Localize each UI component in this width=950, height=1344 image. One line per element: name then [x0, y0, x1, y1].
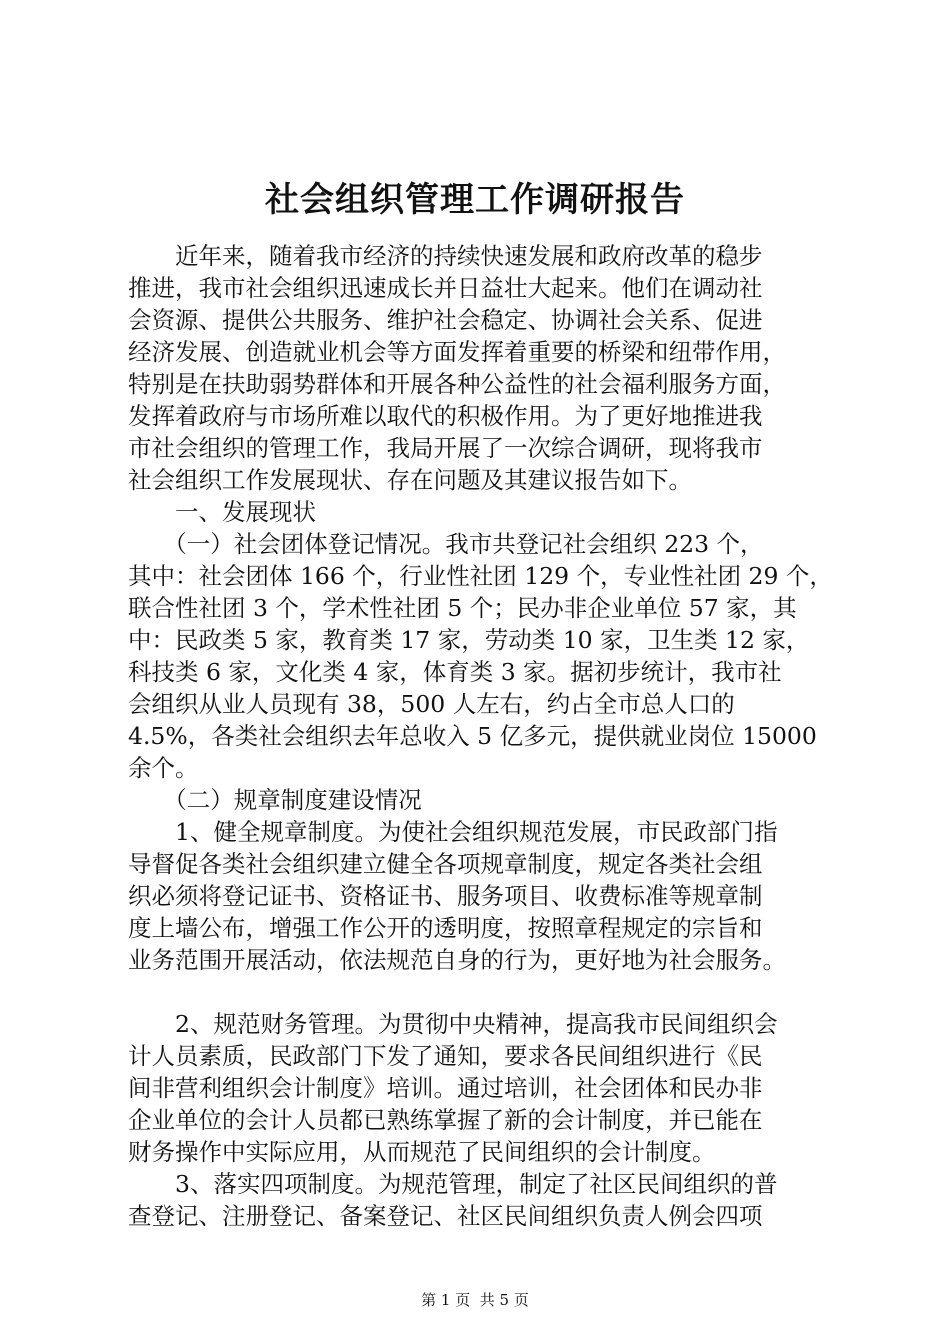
body-line: 会资源、提供公共服务、维护社会稳定、协调社会关系、促进 [128, 306, 763, 334]
body-line: 3、落实四项制度。为规范管理，制定了社区民间组织的普 [128, 1170, 778, 1198]
body-line: 科技类 6 家，文化类 4 家，体育类 3 家。据初步统计，我市社 [128, 658, 782, 686]
body-line: 其中：社会团体 166 个，行业性社团 129 个，专业性社团 29 个， [128, 562, 833, 590]
body-line: 企业单位的会计人员都已熟练掌握了新的会计制度，并已能在 [128, 1106, 763, 1134]
body-line: 社会组织工作发展现状、存在问题及其建议报告如下。 [128, 466, 692, 494]
subsection-heading: （二）规章制度建设情况 [128, 786, 422, 814]
body-line: 余个。 [128, 754, 199, 782]
body-line: 计人员素质，民政部门下发了通知，要求各民间组织进行《民 [128, 1042, 763, 1070]
section-heading: 一、发展现状 [128, 498, 316, 526]
body-line: （一）社会团体登记情况。我市共登记社会组织 223 个， [128, 530, 764, 558]
body-line: 导督促各类社会组织建立健全各项规章制度，规定各类社会组 [128, 850, 763, 878]
body-line: 经济发展、创造就业机会等方面发挥着重要的桥梁和纽带作用， [128, 338, 786, 366]
body-line: 财务操作中实际应用，从而规范了民间组织的会计制度。 [128, 1138, 716, 1166]
body-line: 近年来，随着我市经济的持续快速发展和政府改革的稳步 [128, 242, 763, 270]
body-line: 发挥着政府与市场所难以取代的积极作用。为了更好地推进我 [128, 402, 763, 430]
body-line: 1、健全规章制度。为使社会组织规范发展，市民政部门指 [128, 818, 778, 846]
page-footer: 第 1 页 共 5 页 [421, 1291, 529, 1309]
body-line: 度上墙公布，增强工作公开的透明度，按照章程规定的宗旨和 [128, 914, 763, 942]
body-line: 2、规范财务管理。为贯彻中央精神，提高我市民间组织会 [128, 1010, 778, 1038]
body-line: 业务范围开展活动，依法规范自身的行为，更好地为社会服务。 [128, 946, 786, 974]
body-line: 特别是在扶助弱势群体和开展各种公益性的社会福利服务方面， [128, 370, 786, 398]
body-line: 织必须将登记证书、资格证书、服务项目、收费标准等规章制 [128, 882, 763, 910]
document-title: 社会组织管理工作调研报告 [265, 180, 685, 220]
body-line: 联合性社团 3 个，学术性社团 5 个；民办非企业单位 57 家，其 [128, 594, 797, 622]
body-line: 市社会组织的管理工作，我局开展了一次综合调研，现将我市 [128, 434, 763, 462]
body-line: 中：民政类 5 家，教育类 17 家，劳动类 10 家，卫生类 12 家， [128, 626, 810, 654]
body-line: 查登记、注册登记、备案登记、社区民间组织负责人例会四项 [128, 1202, 763, 1230]
body-line: 推进，我市社会组织迅速成长并日益壮大起来。他们在调动社 [128, 274, 763, 302]
body-line: 间非营利组织会计制度》培训。通过培训，社会团体和民办非 [128, 1074, 763, 1102]
body-line: 4.5%，各类社会组织去年总收入 5 亿多元，提供就业岗位 15000 [128, 722, 817, 750]
body-line: 会组织从业人员现有 38，500 人左右，约占全市总人口的 [128, 690, 735, 718]
